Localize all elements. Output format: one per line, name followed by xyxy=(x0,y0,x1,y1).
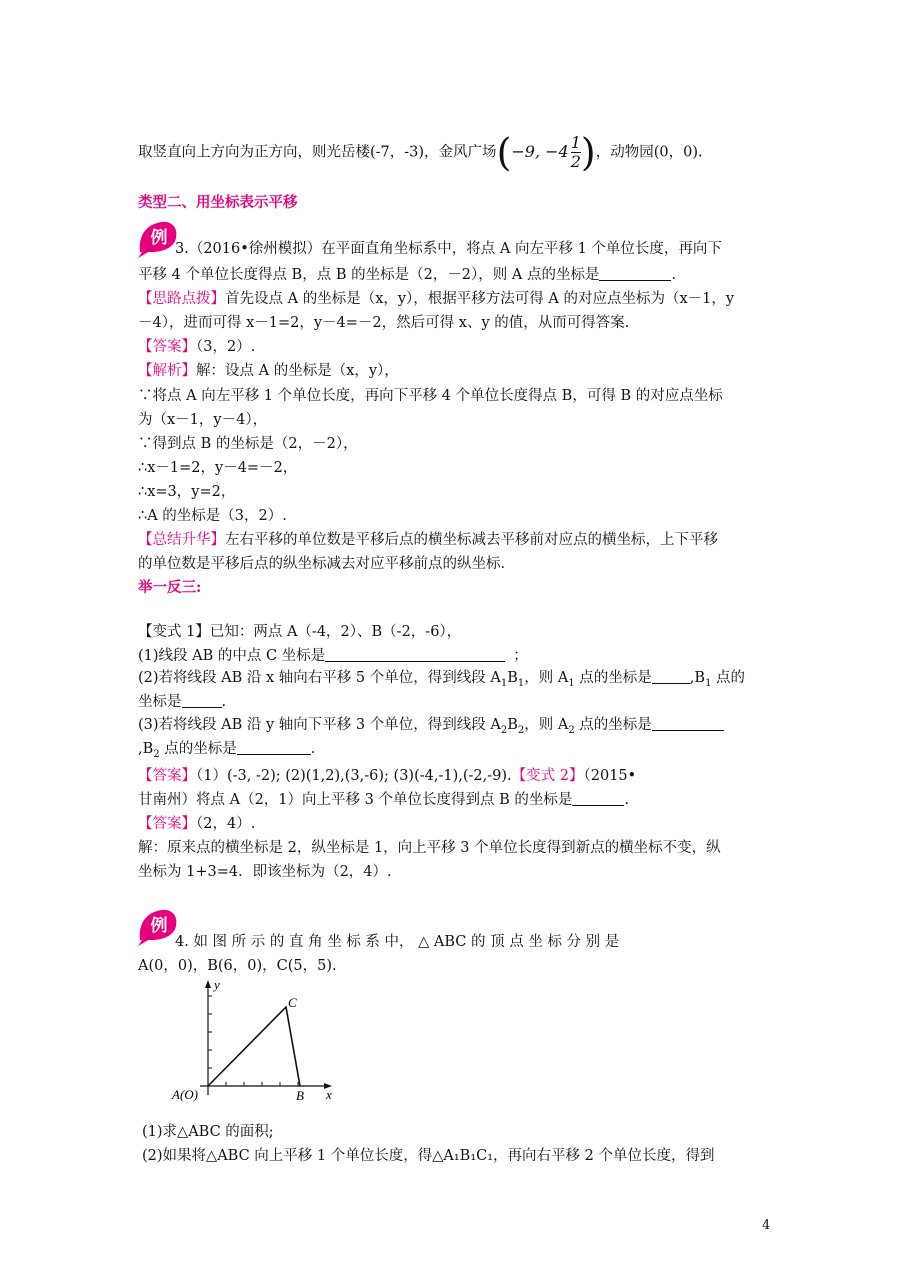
ex3-solution-2: ∵将点 A 向左平移 1 个单位长度，再向下平移 4 个单位长度得点 B，可得 B 的对应点坐标 xyxy=(138,388,723,404)
point-c-label: C xyxy=(288,995,297,1010)
ex3-question-2: 平移 4 个单位长度得点 B，点 B 的坐标是（2，－2），则 A 点的坐标是 ． xyxy=(138,267,686,283)
ex3-solution-1: 【解析】解：设点 A 的坐标是（x，y）， xyxy=(138,363,399,379)
ex3-solution-5: ∴x－1=2，y－4=－2， xyxy=(138,460,298,476)
triangle-figure xyxy=(170,975,350,1105)
ex3-summary-2: 的单位数是平移后点的纵坐标减去对应平移前点的纵坐标. xyxy=(138,556,506,572)
summary-tag: 【总结升华】 xyxy=(138,532,225,548)
v1-line-2: (1)线段 AB 的中点 C 坐标是 ； xyxy=(138,648,528,664)
ex3-answer-blank[interactable] xyxy=(599,266,671,281)
ex4-part-1: (1)求△ABC 的面积; xyxy=(142,1124,274,1140)
ex4-question-2: A(0，0)，B(6，0)，C(5，5). xyxy=(138,958,337,974)
v2-solution-2: 坐标为 1+3=4．即该坐标为（2，4）. xyxy=(138,864,392,880)
example-badge-1 xyxy=(136,218,180,258)
ex3-solution-6: ∴x=3，y=2， xyxy=(138,484,236,500)
intro-fraction-den: 2 xyxy=(570,152,581,171)
point-a-label: A(O) xyxy=(172,1087,198,1102)
answer-tag: 【答案】 xyxy=(138,339,196,355)
intro-text-b: ，动物园(0，0). xyxy=(595,144,703,161)
v1-line-3: (2)若将线段 AB 沿 x 轴向右平移 5 个单位，得到线段 $A_1B_1$，则 $A_1$ 点的坐标是 $,B_1$ 点的 xyxy=(138,670,746,689)
v2-question: 甘南州）将点 A（2，1）向上平移 3 个单位长度得到点 B 的坐标是 . xyxy=(138,792,629,808)
intro-line xyxy=(138,130,703,175)
ex3-hint-1: 【思路点拨】首先设点 A 的坐标是（x，y），根据平移方法可得 A 的对应点坐标为（x－1，y xyxy=(138,291,735,307)
v1-blank-midpoint[interactable] xyxy=(325,647,505,662)
intro-fraction-whole: −9, −4 xyxy=(511,142,569,161)
v1-blank-a2[interactable] xyxy=(652,716,724,731)
v1-line-1: 【变式 1】已知：两点 A（-4，2）、B（-2，-6）， xyxy=(138,624,462,640)
v2-blank[interactable] xyxy=(572,791,624,806)
v1-line-4: 坐标是 . xyxy=(138,694,227,710)
ex3-hint-2: －4），进而可得 x－1=2，y－4=－2，然后可得 x、y 的值，从而可得答案. xyxy=(138,315,630,331)
ex3-answer: 【答案】（3，2）. xyxy=(138,339,256,355)
intro-fraction-num: 1 xyxy=(570,133,581,152)
y-axis-label: y xyxy=(214,977,220,992)
example-badge-2 xyxy=(136,906,180,946)
example-badge-2-label: 例 xyxy=(150,916,168,936)
y-ticks xyxy=(208,996,212,1068)
ex3-solution-7: ∴A 的坐标是（3，2）. xyxy=(138,508,287,524)
v1-line-5: (3)若将线段 AB 沿 y 轴向下平移 3 个单位，得到线段 $A_2B_2$，则 $A_2$ 点的坐标是 xyxy=(138,715,724,741)
v1-blank-a1[interactable] xyxy=(652,669,690,684)
v2-solution-1: 解：原来点的横坐标是 2，纵坐标是 1，向上平移 3 个单位长度得到新点的横坐标不变，纵 xyxy=(138,840,721,856)
example-badge-1-label: 例 xyxy=(150,228,168,248)
ex3-solution-3: 为（x－1，y－4）， xyxy=(138,412,268,428)
ex4-part-2: (2)如果将△ABC 向上平移 1 个单位长度，得△A₁B₁C₁，再向右平移 2 个单位长度，得到 xyxy=(142,1148,715,1164)
ex3-question-1: 3.（2016•徐州模拟）在平面直角坐标系中，将点 A 向左平移 1 个单位长度，再向下 xyxy=(175,241,722,257)
ex3-summary-1: 【总结升华】左右平移的单位数是平移后点的横坐标减去平移前对应点的横坐标，上下平移 xyxy=(138,532,718,548)
intro-fraction: (−9, −4 $\frac{1}{2}$ ) xyxy=(496,130,596,175)
hint-tag: 【思路点拨】 xyxy=(138,291,225,307)
v1-line-6: $,B_2$ 点的坐标是 . xyxy=(138,741,316,760)
section-heading: 类型二、用坐标表示平移 xyxy=(138,194,298,211)
practice-heading: 举一反三: xyxy=(138,579,202,596)
x-axis-label: x xyxy=(326,1087,332,1102)
v2-tag: 【变式 2】 xyxy=(511,768,584,784)
triangle-abc xyxy=(208,1007,300,1086)
solution-tag: 【解析】 xyxy=(138,363,196,379)
ex3-solution-4: ∵得到点 B 的坐标是（2，－2）， xyxy=(138,436,358,452)
intro-text-a: 取竖直向上方向为正方向，则光岳楼(-7，-3)，金风广场 xyxy=(138,144,497,161)
v1-blank-b1[interactable] xyxy=(182,693,222,708)
ex4-question-1: 4. 如 图 所 示 的 直 角 坐 标 系 中， △ ABC 的 顶 点 坐 标 分 别 是 xyxy=(175,934,620,950)
y-axis-arrow xyxy=(205,980,211,988)
v1-answer: 【答案】（1）(-3, -2); (2)(1,2),(3,-6); (3)(-4,-1),(-2,-9).【变式 2】（2015• xyxy=(138,768,637,784)
v1-blank-b2[interactable] xyxy=(237,740,311,755)
v2-answer: 【答案】（2，4）. xyxy=(138,816,256,832)
point-b-label: B xyxy=(296,1088,304,1103)
page-number: 4 xyxy=(762,1218,771,1233)
